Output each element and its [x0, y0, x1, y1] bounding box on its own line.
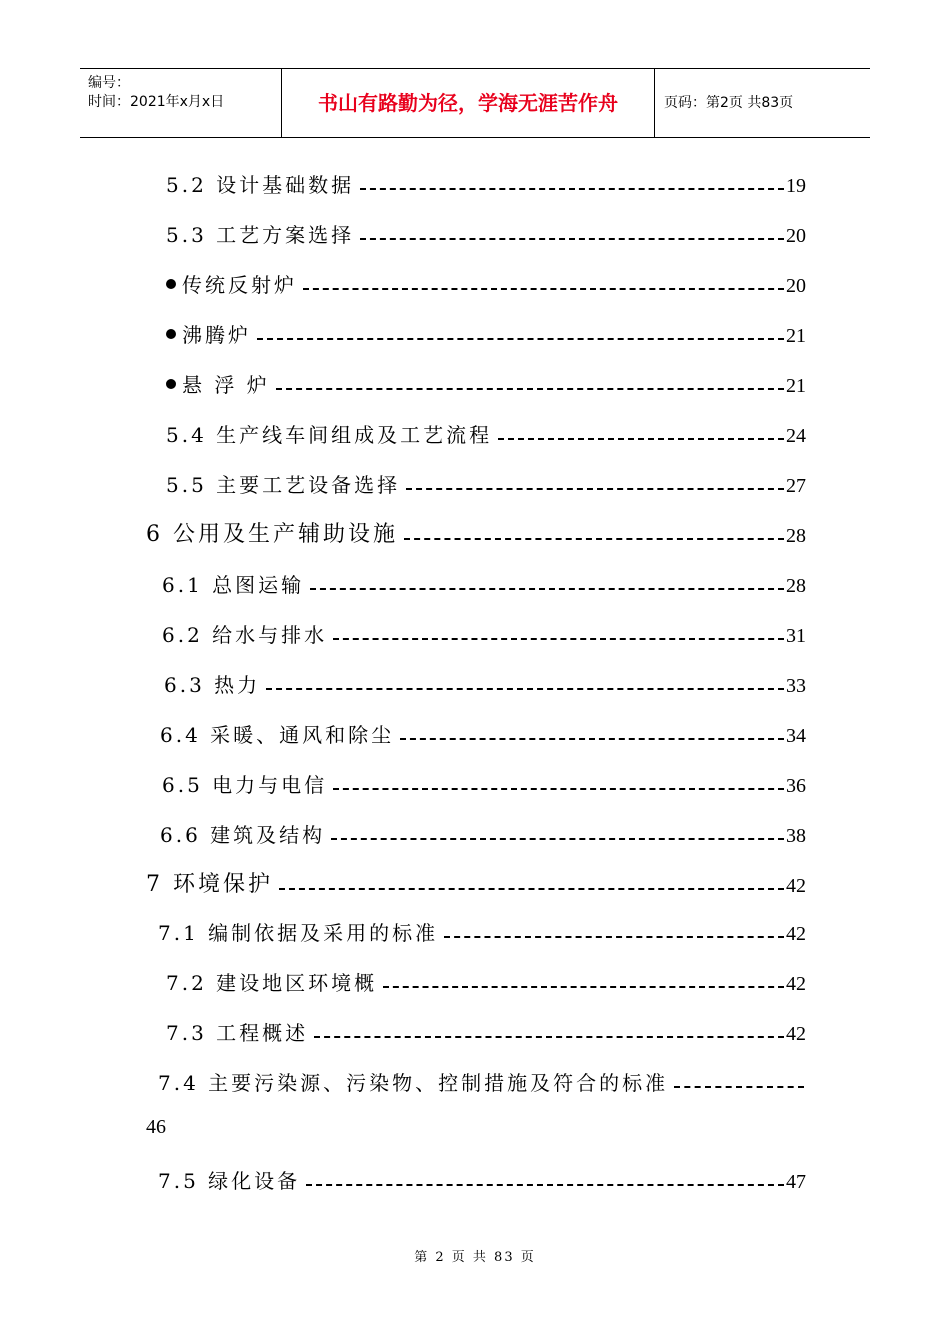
toc-leader — [360, 238, 784, 240]
toc-entry-label — [166, 219, 354, 248]
toc-entry-text: 5.5 主要工艺设备选择 — [166, 473, 401, 497]
toc-page-number: 19 — [786, 175, 806, 197]
toc-entry-text: 沸腾炉 — [182, 323, 251, 347]
toc-entry[interactable] — [158, 1164, 806, 1194]
toc-entry[interactable] — [166, 966, 806, 996]
toc-page-number: 28 — [786, 575, 806, 597]
toc-entry-label — [158, 917, 438, 946]
toc-entry-label — [162, 619, 327, 648]
toc-entry[interactable] — [166, 368, 806, 398]
toc-entry-label — [146, 517, 398, 548]
toc-entry-label — [166, 967, 377, 996]
toc-page-number: 36 — [786, 775, 806, 797]
toc-entry-text: 6.5 电力与电信 — [162, 773, 328, 797]
page-info: 页码：第2页 共83页 — [664, 95, 794, 111]
toc-entry-text: 7.3 工程概述 — [166, 1021, 309, 1045]
toc-page-number: 47 — [786, 1171, 806, 1193]
toc-entry-label — [166, 269, 297, 298]
toc-leader — [310, 588, 784, 590]
toc-entry-label — [166, 169, 354, 198]
toc-entry[interactable] — [158, 916, 806, 946]
toc-entry-label — [158, 1067, 668, 1096]
toc-page-number: 28 — [786, 525, 806, 547]
toc-leader — [404, 538, 784, 540]
toc-entry-text: 5.4 生产线车间组成及工艺流程 — [166, 423, 493, 447]
toc-entry-label — [164, 669, 260, 698]
toc-entry[interactable] — [166, 418, 806, 448]
toc-leader — [266, 688, 784, 690]
toc-page-number: 33 — [786, 675, 806, 697]
toc-leader — [406, 488, 784, 490]
toc-leader — [444, 936, 784, 938]
toc-entry-label — [146, 867, 273, 898]
toc-leader — [360, 188, 784, 190]
toc-entry-text: 7.4 主要污染源、污染物、控制措施及符合的标准 — [158, 1071, 669, 1095]
bullet-icon — [166, 329, 176, 339]
toc-leader — [276, 388, 784, 390]
toc-entry-text: 7.5 绿化设备 — [158, 1169, 301, 1193]
toc-leader — [400, 738, 784, 740]
toc-entry-text: 7 环境保护 — [146, 872, 273, 897]
toc-leader — [333, 788, 784, 790]
toc-entry-text: 6.2 给水与排水 — [162, 623, 328, 647]
toc-entry[interactable] — [160, 718, 806, 748]
toc-entry[interactable] — [162, 768, 806, 798]
toc-entry[interactable] — [166, 1016, 806, 1046]
toc-entry-text: 6.4 采暖、通风和除尘 — [160, 723, 395, 747]
toc-entry[interactable] — [166, 218, 806, 248]
time-label: 时间：2021年x月x日 — [88, 94, 225, 110]
toc-entry-text: 7.2 建设地区环境概 — [166, 971, 378, 995]
toc-entry[interactable] — [160, 818, 806, 848]
toc-entry-text: 6.1 总图运输 — [162, 573, 305, 597]
toc-entry[interactable] — [166, 318, 806, 348]
toc-leader — [306, 1184, 784, 1186]
toc-entry-text: 5.2 设计基础数据 — [166, 173, 355, 197]
toc-leader — [674, 1086, 804, 1088]
toc-page-number: 38 — [786, 825, 806, 847]
toc-page-number: 21 — [786, 325, 806, 347]
toc-entry-label — [158, 1165, 300, 1194]
toc-page-number: 34 — [786, 725, 806, 747]
toc-entry[interactable] — [146, 868, 806, 898]
toc-leader — [279, 888, 784, 890]
toc-leader — [314, 1036, 784, 1038]
bullet-icon — [166, 279, 176, 289]
toc-entry-text: 7.1 编制依据及采用的标准 — [158, 921, 439, 945]
code-label: 编号： — [88, 75, 130, 91]
toc-wrapped-page-number: 46 — [146, 1116, 166, 1138]
toc-entry-label — [162, 569, 304, 598]
toc-entry-text: 传统反射炉 — [182, 273, 297, 297]
toc-entry-label — [166, 369, 270, 398]
toc-entry-label — [166, 419, 492, 448]
toc-entry-text: 6.3 热力 — [164, 673, 261, 697]
toc-leader — [498, 438, 784, 440]
toc-entry-label — [166, 1017, 308, 1046]
toc-entry[interactable] — [164, 668, 806, 698]
toc-page-number: 42 — [786, 875, 806, 897]
toc-page-number: 20 — [786, 225, 806, 247]
toc-leader — [383, 986, 784, 988]
toc-page-number: 20 — [786, 275, 806, 297]
toc-page-number: 24 — [786, 425, 806, 447]
toc-leader — [303, 288, 784, 290]
toc-entry-text: 5.3 工艺方案选择 — [166, 223, 355, 247]
toc-entry-label — [160, 819, 325, 848]
toc-entry-label — [160, 719, 394, 748]
toc-entry-label — [162, 769, 327, 798]
toc-entry[interactable] — [166, 268, 806, 298]
toc-entry[interactable] — [166, 168, 806, 198]
toc-entry[interactable] — [162, 568, 806, 598]
toc-leader — [331, 838, 784, 840]
toc-entry[interactable] — [166, 468, 806, 498]
toc-entry-text: 6.6 建筑及结构 — [160, 823, 326, 847]
toc-page-number: 31 — [786, 625, 806, 647]
toc-entry-text: 6 公用及生产辅助设施 — [146, 522, 398, 547]
toc-page-number: 42 — [786, 1023, 806, 1045]
page-footer: 第 2 页 共 83 页 — [414, 1250, 536, 1265]
toc-leader — [333, 638, 784, 640]
toc-entry-label — [166, 469, 400, 498]
toc-entry[interactable] — [158, 1066, 806, 1096]
toc-page-number: 21 — [786, 375, 806, 397]
toc-page-number: 42 — [786, 973, 806, 995]
toc-page-number: 42 — [786, 923, 806, 945]
toc-entry[interactable] — [146, 518, 806, 548]
toc-entry[interactable] — [162, 618, 806, 648]
toc-entry-label — [166, 319, 251, 348]
motto: 书山有路勤为径，学海无涯苦作舟 — [282, 69, 655, 137]
toc-entry-text: 悬 浮 炉 — [182, 373, 270, 397]
toc-leader — [257, 338, 784, 340]
toc-page-number: 27 — [786, 475, 806, 497]
bullet-icon — [166, 379, 176, 389]
